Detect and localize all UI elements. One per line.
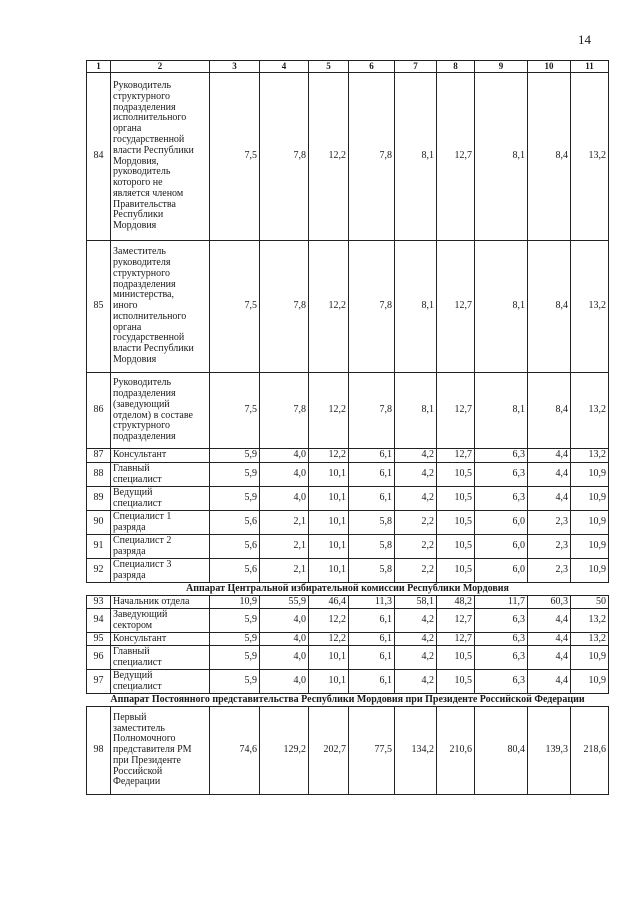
coefficient-cell: 7,8 <box>349 373 395 449</box>
coefficient-cell: 50 <box>571 596 609 609</box>
coefficient-cell: 7,8 <box>260 73 309 241</box>
coefficient-cell: 4,2 <box>395 487 437 511</box>
position-title: Заместитель руководителя структурного подразделения министерства, иного исполнительного органа государственной власти Республики Мордовия <box>111 241 210 373</box>
position-title: Руководитель подразделения (заведующий отделом) в составе структурного подразделения <box>111 373 210 449</box>
coefficient-cell: 4,0 <box>260 646 309 670</box>
coefficient-cell: 10,9 <box>571 463 609 487</box>
coefficient-cell: 5,9 <box>210 449 260 463</box>
coefficient-cell: 60,3 <box>528 596 571 609</box>
position-title: Главный специалист <box>111 646 210 670</box>
coefficient-cell: 2,2 <box>395 559 437 583</box>
coefficient-cell: 8,1 <box>475 73 528 241</box>
coefficient-cell: 2,3 <box>528 511 571 535</box>
table-row <box>87 633 609 646</box>
position-title: Специалист 1 разряда <box>111 511 210 535</box>
coefficient-cell: 11,3 <box>349 596 395 609</box>
coefficient-cell: 74,6 <box>210 707 260 795</box>
table-row <box>87 487 609 511</box>
position-title: Консультант <box>111 449 210 463</box>
coefficient-cell: 5,9 <box>210 633 260 646</box>
coefficient-cell: 5,8 <box>349 535 395 559</box>
coefficient-cell: 202,7 <box>309 707 349 795</box>
coefficient-cell: 4,4 <box>528 487 571 511</box>
coefficient-cell: 4,0 <box>260 487 309 511</box>
coefficient-cell: 10,5 <box>437 511 475 535</box>
column-header: 7 <box>395 61 437 73</box>
coefficient-cell: 13,2 <box>571 609 609 633</box>
position-title: Специалист 3 разряда <box>111 559 210 583</box>
row-number: 86 <box>87 373 111 449</box>
coefficient-cell: 13,2 <box>571 449 609 463</box>
coefficient-cell: 12,7 <box>437 449 475 463</box>
table-row <box>87 373 609 449</box>
coefficient-cell: 12,2 <box>309 449 349 463</box>
coefficient-cell: 8,1 <box>395 241 437 373</box>
coefficient-cell: 12,2 <box>309 73 349 241</box>
coefficient-cell: 10,1 <box>309 535 349 559</box>
section-row <box>87 694 609 707</box>
page-number: 14 <box>578 32 591 47</box>
section-title: Аппарат Центральной избирательной комиссии Республики Мордовия <box>87 583 609 596</box>
coefficient-cell: 10,5 <box>437 487 475 511</box>
coefficient-cell: 48,2 <box>437 596 475 609</box>
coefficient-cell: 7,5 <box>210 241 260 373</box>
coefficient-cell: 4,4 <box>528 670 571 694</box>
column-header: 1 <box>87 61 111 73</box>
coefficient-cell: 77,5 <box>349 707 395 795</box>
coefficient-cell: 10,9 <box>210 596 260 609</box>
coefficient-cell: 12,7 <box>437 73 475 241</box>
coefficient-cell: 7,5 <box>210 73 260 241</box>
coefficient-cell: 4,4 <box>528 646 571 670</box>
coefficient-cell: 12,2 <box>309 373 349 449</box>
coefficient-cell: 6,0 <box>475 559 528 583</box>
coefficient-cell: 4,2 <box>395 463 437 487</box>
column-header: 3 <box>210 61 260 73</box>
position-title: Специалист 2 разряда <box>111 535 210 559</box>
coefficient-cell: 10,1 <box>309 463 349 487</box>
coefficient-cell: 6,3 <box>475 449 528 463</box>
coefficient-cell: 6,1 <box>349 609 395 633</box>
table-row <box>87 73 609 241</box>
coefficient-cell: 7,8 <box>349 73 395 241</box>
row-number: 85 <box>87 241 111 373</box>
coefficient-cell: 12,7 <box>437 633 475 646</box>
table-row <box>87 449 609 463</box>
coefficient-cell: 10,5 <box>437 670 475 694</box>
coefficient-cell: 10,9 <box>571 535 609 559</box>
coefficient-cell: 139,3 <box>528 707 571 795</box>
coefficient-cell: 10,1 <box>309 487 349 511</box>
coefficient-cell: 80,4 <box>475 707 528 795</box>
coefficient-cell: 10,9 <box>571 646 609 670</box>
coefficient-cell: 6,1 <box>349 487 395 511</box>
coefficient-cell: 4,0 <box>260 609 309 633</box>
coefficient-cell: 2,2 <box>395 511 437 535</box>
row-number: 92 <box>87 559 111 583</box>
coefficient-cell: 10,1 <box>309 670 349 694</box>
coefficient-cell: 8,1 <box>395 373 437 449</box>
column-header: 9 <box>475 61 528 73</box>
coefficient-cell: 6,3 <box>475 633 528 646</box>
coefficient-cell: 10,5 <box>437 559 475 583</box>
column-header: 11 <box>571 61 609 73</box>
coefficient-cell: 2,2 <box>395 535 437 559</box>
row-number: 91 <box>87 535 111 559</box>
table-row <box>87 241 609 373</box>
coefficient-cell: 6,3 <box>475 609 528 633</box>
coefficient-cell: 6,3 <box>475 670 528 694</box>
coefficient-cell: 10,9 <box>571 559 609 583</box>
column-header: 8 <box>437 61 475 73</box>
coefficient-cell: 12,7 <box>437 373 475 449</box>
row-number: 95 <box>87 633 111 646</box>
coefficient-cell: 6,1 <box>349 633 395 646</box>
coefficient-cell: 7,8 <box>349 241 395 373</box>
row-number: 90 <box>87 511 111 535</box>
position-title: Первый заместитель Полномочного представителя РМ при Президенте Российской Федерации <box>111 707 210 795</box>
row-number: 84 <box>87 73 111 241</box>
table-row <box>87 707 609 795</box>
coefficient-cell: 5,9 <box>210 487 260 511</box>
row-number: 94 <box>87 609 111 633</box>
coefficient-cell: 4,0 <box>260 463 309 487</box>
coefficient-cell: 6,3 <box>475 463 528 487</box>
coefficient-cell: 7,8 <box>260 373 309 449</box>
coefficient-cell: 55,9 <box>260 596 309 609</box>
coefficient-cell: 6,3 <box>475 646 528 670</box>
coefficient-cell: 10,5 <box>437 646 475 670</box>
coefficient-cell: 2,3 <box>528 559 571 583</box>
row-number: 87 <box>87 449 111 463</box>
table-row <box>87 596 609 609</box>
coefficient-cell: 210,6 <box>437 707 475 795</box>
coefficient-cell: 5,8 <box>349 511 395 535</box>
coefficient-cell: 134,2 <box>395 707 437 795</box>
coefficient-cell: 5,6 <box>210 511 260 535</box>
coefficient-cell: 10,9 <box>571 670 609 694</box>
coefficient-cell: 6,0 <box>475 511 528 535</box>
coefficient-cell: 2,1 <box>260 535 309 559</box>
coefficient-cell: 4,2 <box>395 670 437 694</box>
coefficient-cell: 10,9 <box>571 511 609 535</box>
coefficient-cell: 11,7 <box>475 596 528 609</box>
section-row <box>87 583 609 596</box>
coefficient-cell: 10,5 <box>437 463 475 487</box>
position-title: Консультант <box>111 633 210 646</box>
coefficient-cell: 8,1 <box>395 73 437 241</box>
position-title: Ведущий специалист <box>111 670 210 694</box>
coefficient-cell: 4,2 <box>395 633 437 646</box>
coefficient-cell: 2,1 <box>260 511 309 535</box>
coefficient-cell: 8,4 <box>528 73 571 241</box>
position-title: Заведующий сектором <box>111 609 210 633</box>
coefficient-cell: 12,7 <box>437 241 475 373</box>
coefficient-cell: 10,1 <box>309 511 349 535</box>
coefficient-cell: 8,1 <box>475 241 528 373</box>
column-header: 6 <box>349 61 395 73</box>
coefficient-cell: 8,4 <box>528 373 571 449</box>
coefficient-cell: 4,2 <box>395 449 437 463</box>
coefficient-cell: 5,8 <box>349 559 395 583</box>
coefficient-cell: 58,1 <box>395 596 437 609</box>
table-row <box>87 559 609 583</box>
coefficient-cell: 5,9 <box>210 463 260 487</box>
table-row <box>87 463 609 487</box>
coefficient-cell: 10,5 <box>437 535 475 559</box>
coefficient-cell: 8,1 <box>475 373 528 449</box>
coefficient-cell: 13,2 <box>571 633 609 646</box>
row-number: 88 <box>87 463 111 487</box>
coefficient-cell: 13,2 <box>571 373 609 449</box>
salary-coefficients-table <box>86 60 609 795</box>
coefficient-cell: 7,5 <box>210 373 260 449</box>
table-row <box>87 609 609 633</box>
coefficient-cell: 6,0 <box>475 535 528 559</box>
section-title: Аппарат Постоянного представительства Республики Мордовия при Президенте Российской Федерации <box>87 694 609 707</box>
coefficient-cell: 4,0 <box>260 633 309 646</box>
coefficient-cell: 10,9 <box>571 487 609 511</box>
coefficient-cell: 13,2 <box>571 241 609 373</box>
row-number: 96 <box>87 646 111 670</box>
coefficient-cell: 2,1 <box>260 559 309 583</box>
header-row <box>87 61 609 73</box>
row-number: 98 <box>87 707 111 795</box>
coefficient-cell: 5,9 <box>210 609 260 633</box>
coefficient-cell: 4,4 <box>528 449 571 463</box>
table-row <box>87 511 609 535</box>
row-number: 93 <box>87 596 111 609</box>
coefficient-cell: 6,1 <box>349 463 395 487</box>
table-row <box>87 670 609 694</box>
position-title: Начальник отдела <box>111 596 210 609</box>
coefficient-cell: 13,2 <box>571 73 609 241</box>
column-header: 5 <box>309 61 349 73</box>
coefficient-cell: 129,2 <box>260 707 309 795</box>
coefficient-cell: 10,1 <box>309 646 349 670</box>
column-header: 2 <box>111 61 210 73</box>
position-title: Ведущий специалист <box>111 487 210 511</box>
coefficient-cell: 2,3 <box>528 535 571 559</box>
coefficient-cell: 4,2 <box>395 646 437 670</box>
row-number: 89 <box>87 487 111 511</box>
coefficient-cell: 8,4 <box>528 241 571 373</box>
coefficient-cell: 5,6 <box>210 535 260 559</box>
table-row <box>87 646 609 670</box>
coefficient-cell: 6,1 <box>349 670 395 694</box>
column-header: 10 <box>528 61 571 73</box>
coefficient-cell: 4,0 <box>260 449 309 463</box>
table-row <box>87 535 609 559</box>
coefficient-cell: 46,4 <box>309 596 349 609</box>
coefficient-cell: 218,6 <box>571 707 609 795</box>
row-number: 97 <box>87 670 111 694</box>
position-title: Главный специалист <box>111 463 210 487</box>
coefficient-cell: 5,6 <box>210 559 260 583</box>
coefficient-cell: 7,8 <box>260 241 309 373</box>
coefficient-cell: 4,4 <box>528 633 571 646</box>
coefficient-cell: 12,2 <box>309 241 349 373</box>
coefficient-cell: 4,4 <box>528 463 571 487</box>
coefficient-cell: 5,9 <box>210 646 260 670</box>
coefficient-cell: 6,1 <box>349 646 395 670</box>
coefficient-cell: 10,1 <box>309 559 349 583</box>
coefficient-cell: 12,7 <box>437 609 475 633</box>
column-header: 4 <box>260 61 309 73</box>
coefficient-cell: 12,2 <box>309 609 349 633</box>
coefficient-cell: 4,0 <box>260 670 309 694</box>
coefficient-cell: 4,4 <box>528 609 571 633</box>
coefficient-cell: 6,3 <box>475 487 528 511</box>
position-title: Руководитель структурного подразделения исполнительного органа государственной власти Республики Мордовия, руководитель которого не является членом Правительства Республики Мордовия <box>111 73 210 241</box>
coefficient-cell: 4,2 <box>395 609 437 633</box>
coefficient-cell: 12,2 <box>309 633 349 646</box>
coefficient-cell: 5,9 <box>210 670 260 694</box>
coefficient-cell: 6,1 <box>349 449 395 463</box>
